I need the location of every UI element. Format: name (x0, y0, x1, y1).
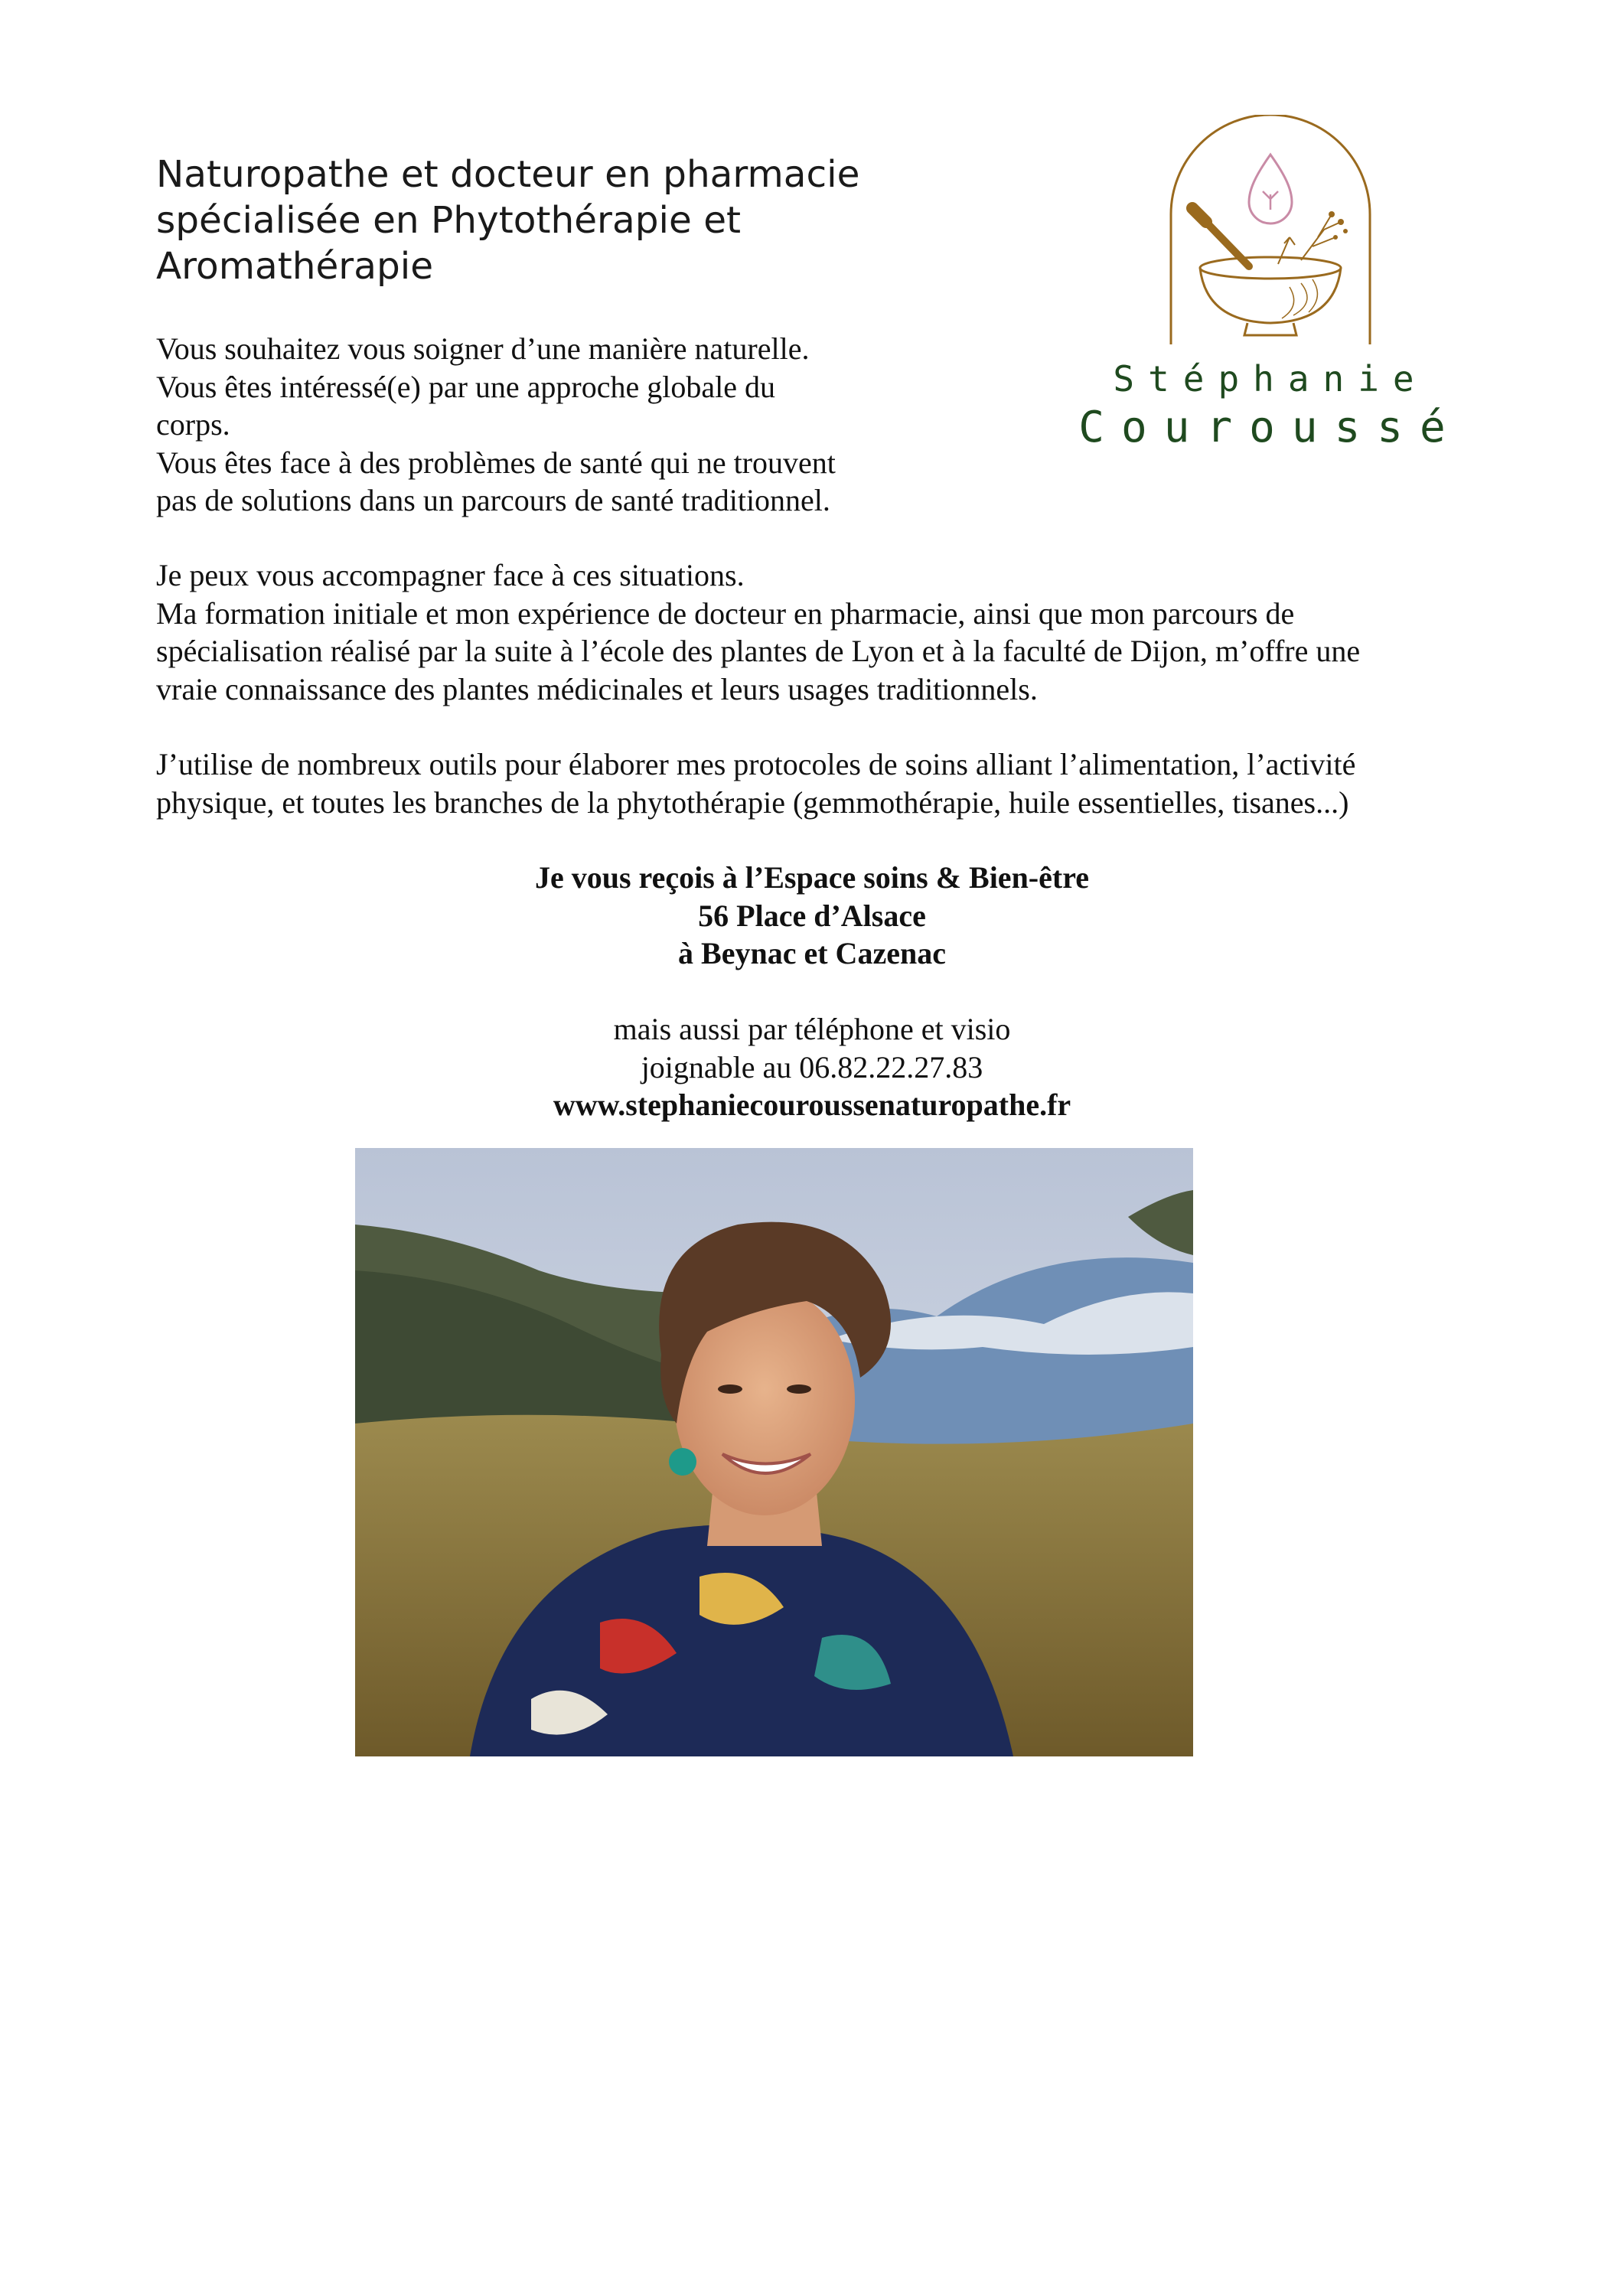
text-line: corps. (156, 407, 230, 442)
text-line: vraie connaissance des plantes médicinales et leurs usages traditionnels. (156, 671, 1038, 706)
tools-paragraph (156, 745, 1355, 821)
intro-paragraph (156, 330, 836, 520)
text-line: Ma formation initiale et mon expérience de docteur en pharmacie, ainsi que mon parcours de (156, 595, 1295, 631)
text-line: Vous souhaitez vous soigner d’une manière naturelle. (156, 331, 810, 366)
title-line-2: spécialisée en Phytothérapie et (156, 199, 742, 242)
address-line-1: Je vous reçois à l’Espace soins & Bien-être (534, 860, 1089, 895)
phone-line: joignable au 06.82.22.27.83 (641, 1049, 983, 1084)
logo-first-name: Stéphanie (1113, 358, 1428, 400)
address-line-3: à Beynac et Cazenac (678, 936, 946, 970)
address-line-2: 56 Place d’Alsace (698, 898, 926, 933)
experience-paragraph (156, 556, 1360, 708)
website-link[interactable]: www.stephaniecouroussenaturopathe.fr (553, 1088, 1071, 1122)
portrait-photo (355, 1148, 1193, 1756)
text-line: J’utilise de nombreux outils pour élaborer mes protocoles de soins alliant l’alimentation, l’activité (156, 747, 1356, 781)
page-title (156, 152, 967, 289)
title-line-1: Naturopathe et docteur en pharmacie (156, 153, 860, 196)
text-line: physique, et toutes les branches de la phytothérapie (gemmothérapie, huile essentielles, tisanes...) (156, 784, 1349, 820)
contact-line-1: mais aussi par téléphone et visio (613, 1012, 1011, 1046)
address-block (0, 859, 1624, 973)
text-line: Vous êtes intéressé(e) par une approche globale du (156, 369, 775, 404)
logo-last-name: Couroussé (1078, 403, 1463, 452)
contact-block (0, 1010, 1624, 1124)
brand-logo-icon (1071, 115, 1469, 452)
portrait-photo-icon (355, 1148, 1193, 1756)
text-line: Vous êtes face à des problèmes de santé qui ne trouvent (156, 445, 836, 480)
text-line: Je peux vous accompagner face à ces situations. (156, 558, 745, 592)
text-line: spécialisation réalisé par la suite à l’école des plantes de Lyon et à la faculté de Dijon, m’offre une (156, 634, 1361, 668)
text-line: pas de solutions dans un parcours de santé traditionnel. (156, 483, 830, 517)
title-line-3: Aromathérapie (156, 245, 434, 288)
